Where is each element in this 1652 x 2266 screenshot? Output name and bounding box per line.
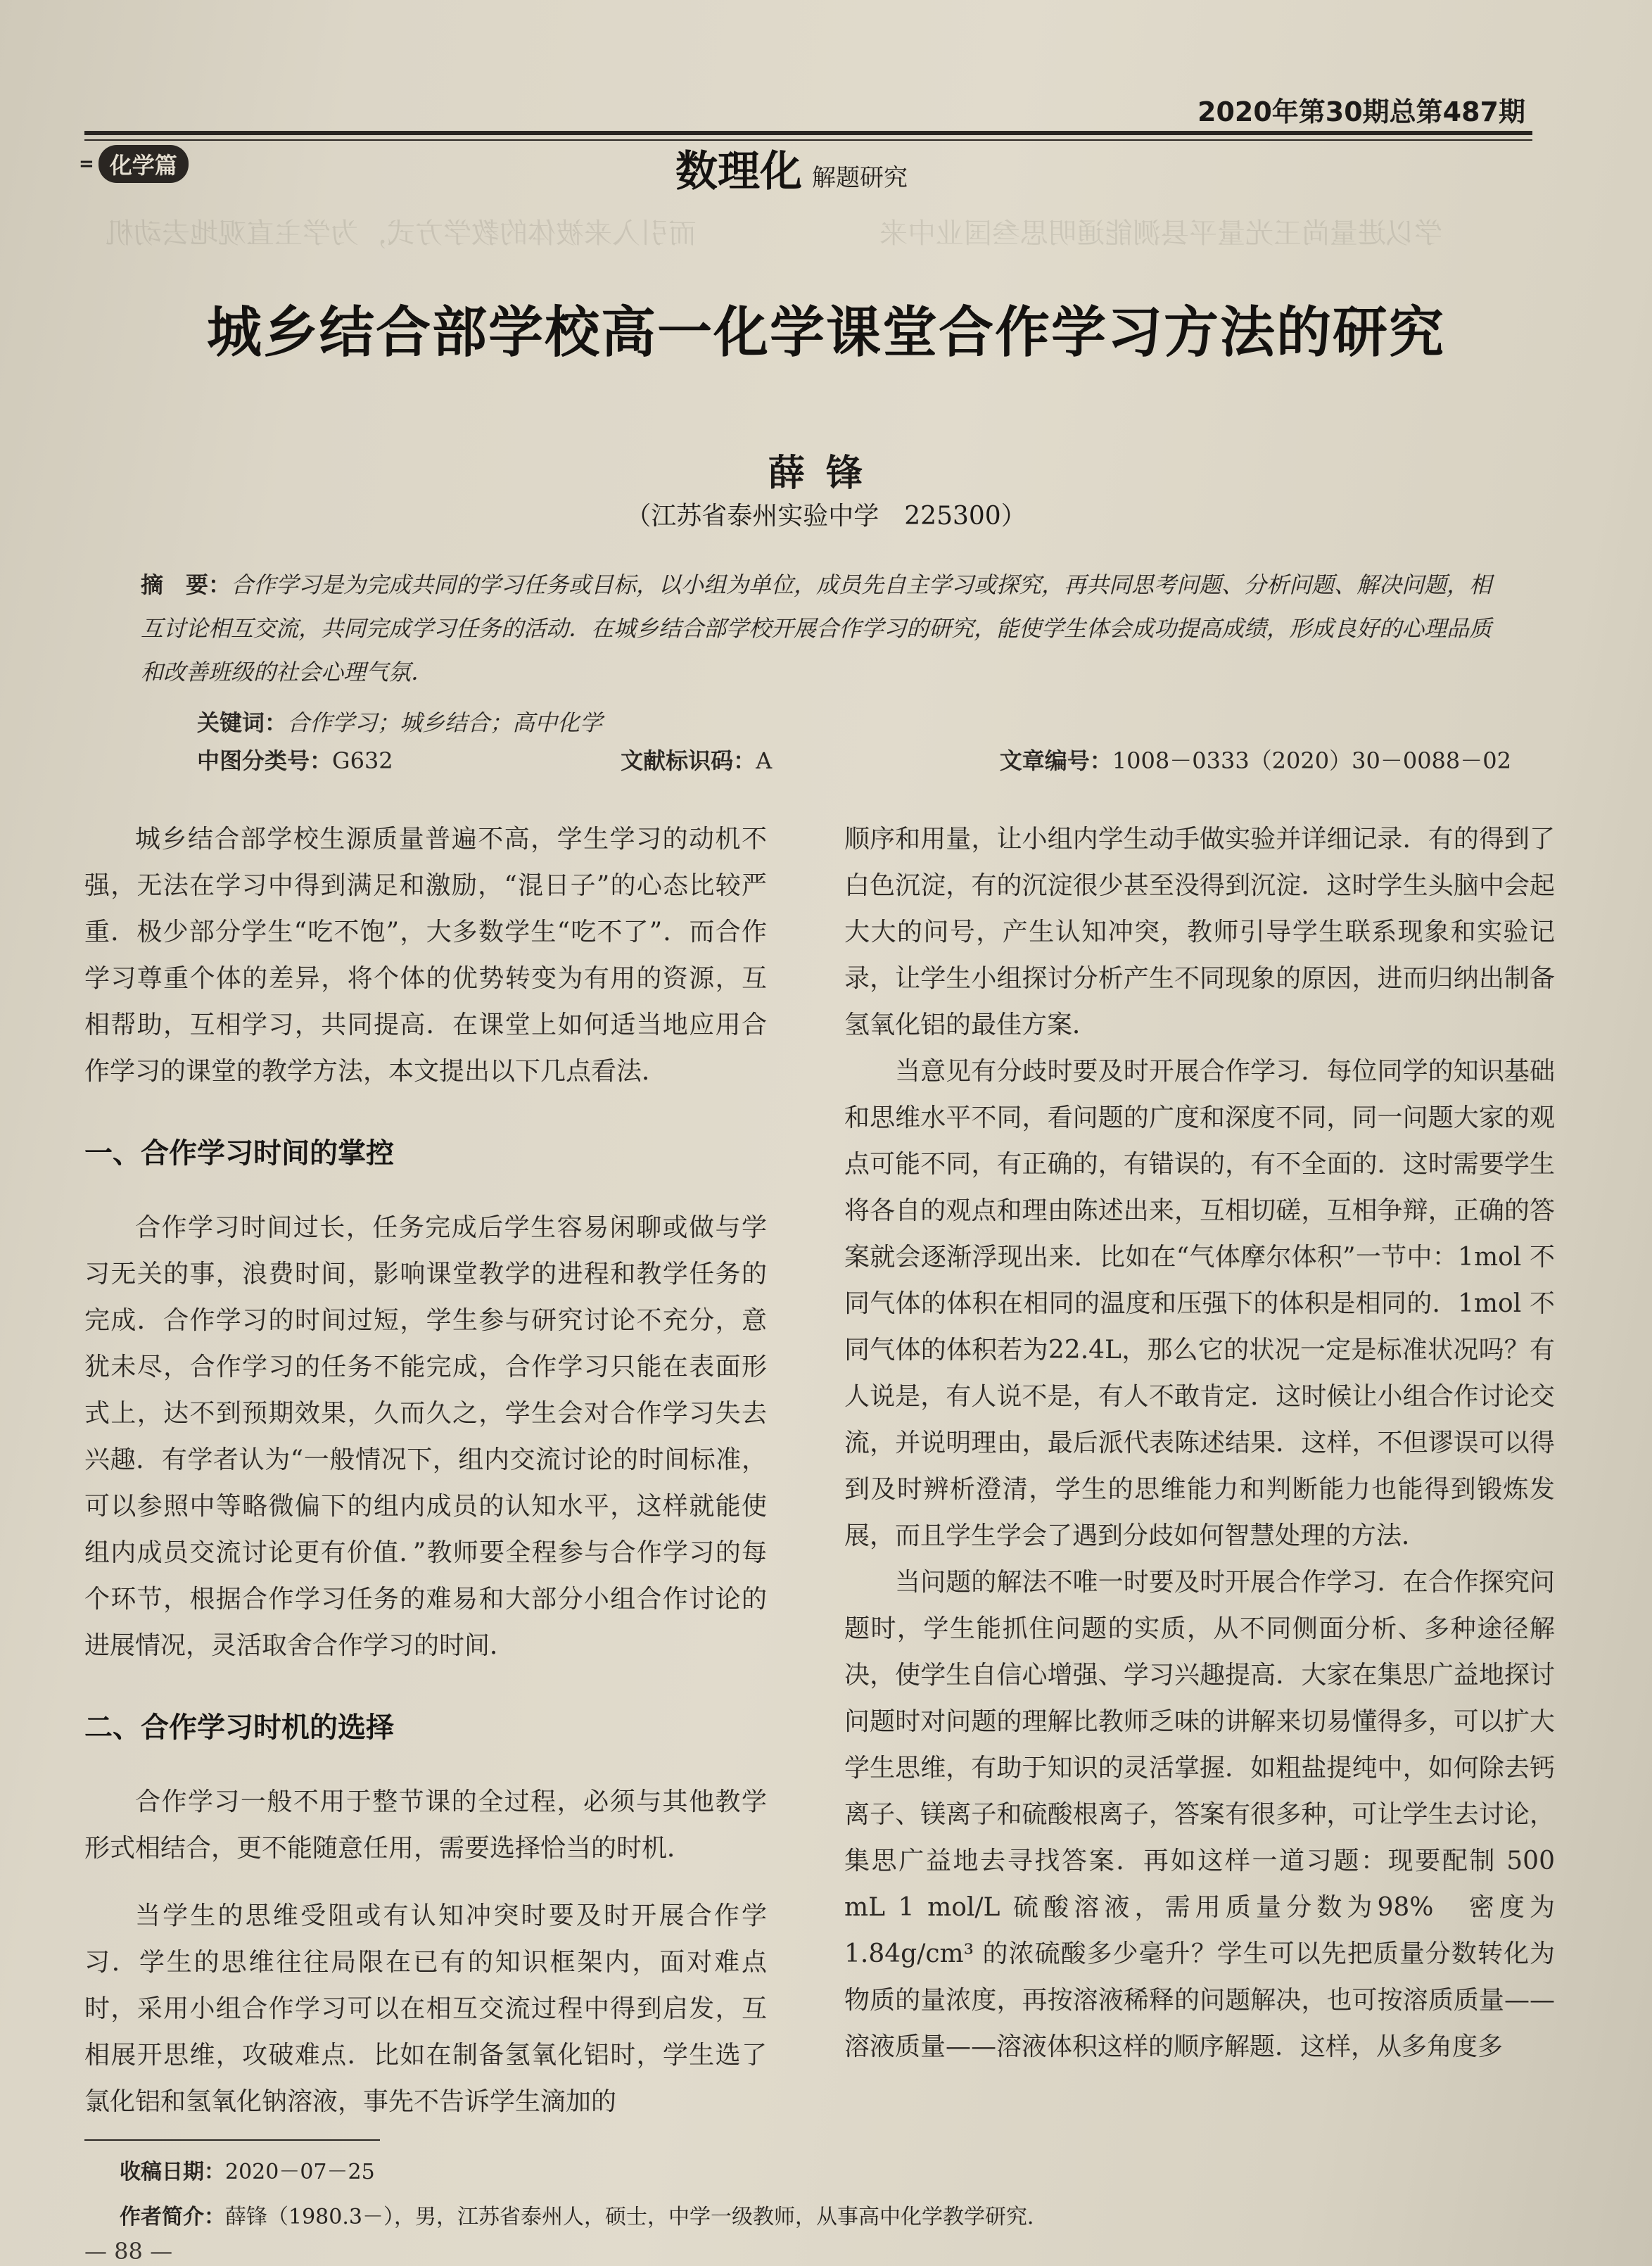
author-bio [120,2195,1048,2240]
article-number [1000,743,1511,776]
section-1-paragraph: 合作学习时间过长，任务完成后学生容易闲聊或做与学习无关的事，浪费时间，影响课堂教学的进程和教学任务的完成．合作学习的时间过短，学生参与研究讨论不充分，意犹未尽，合作学习的任务不能完成，合作学习只能在表面形式上，达不到预期效果，久而久之，学生会对合作学习失去兴趣．有学者认为“一般情况下，组内交流讨论的时间标准，可以参照中等略微偏下的组内成员的认知水平，这样就能使组内成员交流讨论更有价值．”教师要全程参与合作学习的每个环节，根据合作学习任务的难易和大部分小组合作讨论的进展情况，灵活取舍合作学习的时间． [84,1213,767,1660]
right-column [844,816,1555,2070]
journal-subtitle: 解题研究 [812,164,908,192]
footnotes [120,2150,1048,2240]
keywords [197,705,602,738]
page-number: — 88 — [84,2238,173,2265]
right-paragraph-1: 顺序和用量，让小组内学生动手做实验并详细记录．有的得到了白色沉淀，有的沉淀很少甚至没得到沉淀．这时学生头脑中会起大大的问号，产生认知冲突，教师引导学生联系现象和实验记录，让学生小组探讨分析产生不同现象的原因，进而归纳出制备氢氧化铝的最佳方案． [844,825,1555,1039]
section-2-paragraph-1: 合作学习一般不用于整节课的全过程，必须与其他教学形式相结合，更不能随意任用，需要选择恰当的时机． [84,1787,767,1863]
abstract [141,563,1511,694]
keywords-label: 关键词： [197,709,288,736]
right-paragraph-2: 当意见有分歧时要及时开展合作学习．每位同学的知识基础和思维水平不同，看问题的广度和深度不同，同一问题大家的观点可能不同，有正确的，有错误的，有不全面的．这时需要学生将各自的观点和理由陈述出来，互相切磋，互相争辩，正确的答案就会逐渐浮现出来．比如在“气体摩尔体积”一节中：1mol 不同气体的体积在相同的温度和压强下的体积是相同的．1mol 不同气体的体积若为22.4L，那么它的状况一定是标准状况吗？有人说是，有人说不是，有人不敢肯定．这时候让小组合作讨论交流，并说明理由，最后派代表陈述结果．这样，不但谬误可以得到及时辨析澄清，学生的思维能力和判断能力也能得到锻炼发展，而且学生学会了遇到分歧如何智慧处理的方法． [844,1057,1555,1550]
clc-value: G632 [332,747,393,774]
doc-code [621,743,772,776]
abstract-label: 摘 要： [141,571,231,598]
author-affiliation: （江苏省泰州实验中学 225300） [625,502,1027,531]
intro-paragraph: 城乡结合部学校生源质量普遍不高，学生学习的动机不强，无法在学习中得到满足和激励，“混日子”的心态比较严重．极少部分学生“吃不饱”，大多数学生“吃不了”．而合作学习尊重个体的差异，将个体的优势转变为有用的资源，互相帮助，互相学习，共同提高．在课堂上如何适当地应用合作学习的课堂的教学方法，本文提出以下几点看法． [84,825,767,1086]
article-author: 薛锋 [768,452,884,495]
bio-value: 薛锋（1980.3－），男，江苏省泰州人，硕士，中学一级教师，从事高中化学教学研究． [225,2205,1048,2229]
clc-label: 中图分类号： [197,747,333,774]
section-1-heading: 一、合作学习时间的掌控 [84,1137,394,1170]
received-date [120,2150,1048,2195]
issue-number: 2020年第30期总第487期 [1197,96,1525,127]
section-2-paragraph-2: 当学生的思维受阻或有认知冲突时要及时开展合作学习．学生的思维往往局限在已有的知识框架内，面对难点时，采用小组合作学习可以在相互交流过程中得到启发，互相展开思维，攻破难点．比如在制备氢氧化铝时，学生选了氯化铝和氢氧化钠溶液，事先不告诉学生滴加的 [84,1901,767,2116]
footnote-rule [84,2139,380,2141]
clc-code [197,743,393,776]
abstract-text: 合作学习是为完成共同的学习任务或目标，以小组为单位，成员先自主学习或探究，再共同思考问题、分析问题、解决问题，相互讨论相互交流，共同完成学习任务的活动．在城乡结合部学校开展合作学习的研究，能使学生体会成功提高成绩，形成良好的心理品质和改善班级的社会心理气氛． [141,571,1492,685]
journal-name: 数理化 [675,147,802,196]
section-2-heading: 二、合作学习时机的选择 [84,1711,394,1744]
doc-code-label: 文献标识码： [621,747,756,774]
bleed-through-text: 学以进量尚王光量平县测能通明思叁国业中来 [879,217,1442,250]
bio-label: 作者简介： [120,2205,225,2229]
article-number-value: 1008－0333（2020）30－0088－02 [1112,747,1511,774]
header-rule [84,131,1532,135]
journal-masthead [675,138,908,198]
left-column [84,816,767,2125]
article-meta [197,743,1511,776]
doc-code-value: A [756,747,773,774]
article-title: 城乡结合部学校高一化学课堂合作学习方法的研究 [206,301,1445,365]
right-paragraph-3: 当问题的解法不唯一时要及时开展合作学习．在合作探究问题时，学生能抓住问题的实质，从不同侧面分析、多种途径解决，使学生自信心增强、学习兴趣提高．大家在集思广益地探讨问题时对问题的理解比教师乏味的讲解来切易懂得多，可以扩大学生思维，有助于知识的灵活掌握．如粗盐提纯中，如何除去钙离子、镁离子和硫酸根离子，答案有很多种，可让学生去讨论，集思广益地去寻找答案．再如这样一道习题：现要配制 500 mL 1 mol/L 硫酸溶液，需用质量分数为98% 密度为 1.84g/cm³ 的浓硫酸多少毫升？学生可以先把质量分数转化为物质的量浓度，再按溶液稀释的问题解决，也可按溶质质量——溶液质量——溶液体积这样的顺序解题．这样，从多角度多 [844,1568,1555,2061]
subject-badge [79,145,189,183]
article-number-label: 文章编号： [999,747,1112,774]
bleed-through-text: 而引入来被体的教学方式，为学主直观地去动机 [106,217,697,250]
keywords-text: 合作学习；城乡结合；高中化学 [287,709,603,736]
subject-badge-label: 化学篇 [99,145,189,183]
received-label: 收稿日期： [120,2160,225,2184]
received-value: 2020－07－25 [225,2160,375,2184]
badge-dash-icon: = [79,153,94,175]
